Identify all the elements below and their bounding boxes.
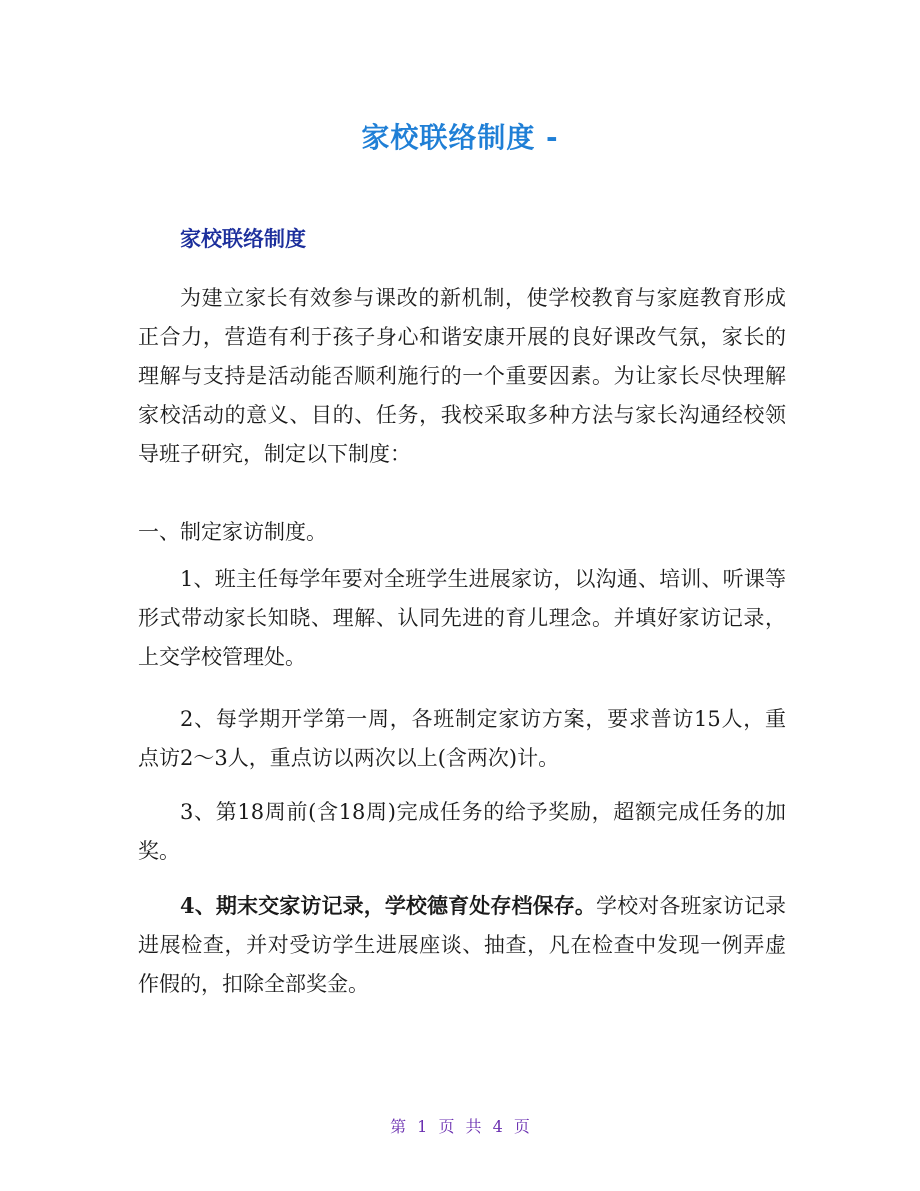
list-item: 1、班主任每学年要对全班学生进展家访，以沟通、培训、听课等形式带动家长知晓、理解、认同先进的育儿理念。并填好家访记录，上交学校管理处。 [138, 567, 786, 669]
list-item: 3、第18周前(含18周)完成任务的给予奖励，超额完成任务的加奖。 [138, 800, 786, 863]
section-heading: 一、制定家访制度。 [138, 520, 327, 544]
list-item-bold-lead: 4、期末交家访记录，学校德育处存档保存。 [180, 893, 597, 918]
list-item [138, 886, 786, 1004]
list-item: 2、每学期开学第一周，各班制定家访方案，要求普访15人，重点访2～3人，重点访以两次以上(含两次)计。 [138, 707, 786, 770]
document-subtitle: 家校联络制度 [180, 227, 306, 251]
intro-paragraph: 为建立家长有效参与课改的新机制，使学校教育与家庭教育形成正合力，营造有利于孩子身心和谐安康开展的良好课改气氛，家长的理解与支持是活动能否顺利施行的一个重要因素。为让家长尽快理解家校活动的意义、目的、任务，我校采取多种方法与家长沟通经校领导班子研究，制定以下制度： [138, 286, 786, 466]
list-item-text: 学校对各班家访记录进展检查，并对受访学生进展座谈、抽查，凡在检查中发现一例弄虚作假的，扣除全部奖金。 [138, 894, 786, 996]
document-title: 家校联络制度 - [361, 121, 559, 154]
page-number-footer: 第 1 页 共 4 页 [390, 1117, 530, 1136]
